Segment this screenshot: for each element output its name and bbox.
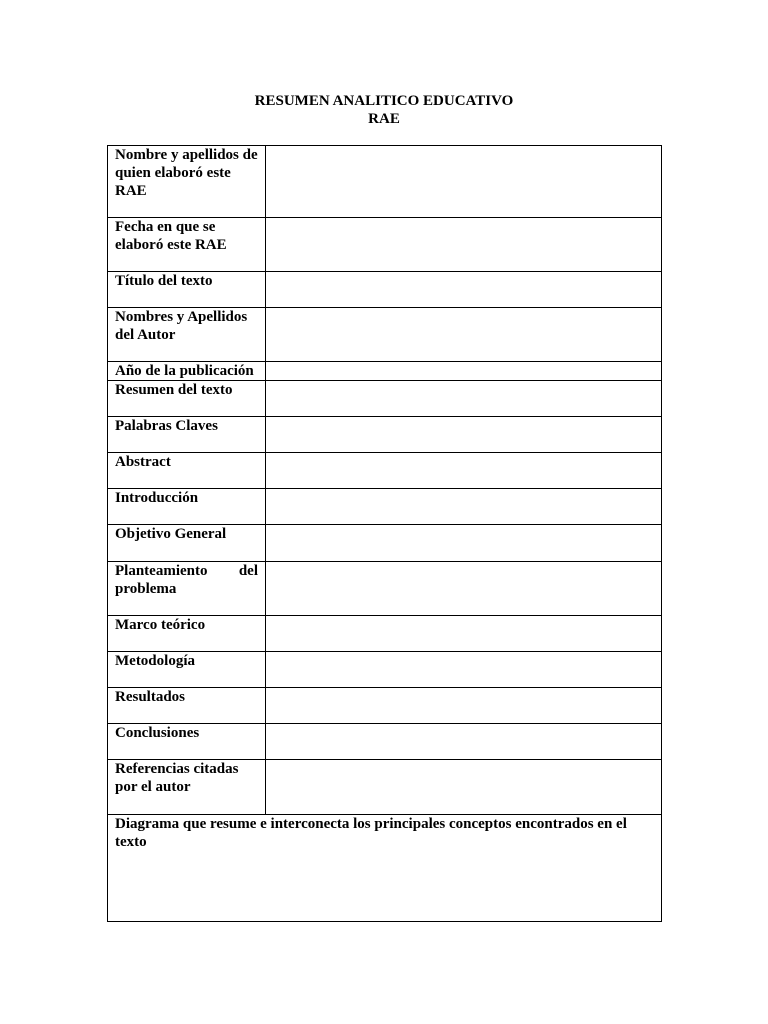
row-value-keywords[interactable]: [266, 417, 662, 453]
table-row: [108, 616, 662, 652]
row-label-date: Fecha en que se elaboró este RAE: [108, 218, 266, 272]
table-row: [108, 562, 662, 616]
row-label-title: Título del texto: [108, 272, 266, 308]
row-label-text-author: Nombres y Apellidos del Autor: [108, 308, 266, 362]
table-row: [108, 218, 662, 272]
row-value-introduction[interactable]: [266, 489, 662, 525]
row-value-title[interactable]: [266, 272, 662, 308]
diagram-cell[interactable]: Diagrama que resume e interconecta los principales conceptos encontrados en el texto: [108, 815, 662, 922]
row-value-methodology[interactable]: [266, 652, 662, 688]
table-row: [108, 724, 662, 760]
row-value-abstract[interactable]: [266, 453, 662, 489]
row-label-theoretical-framework: Marco teórico: [108, 616, 266, 652]
table-row: [108, 417, 662, 453]
table-row: [108, 815, 662, 922]
rae-form-table: [107, 145, 662, 922]
row-label-methodology: Metodología: [108, 652, 266, 688]
page-title-line-1: RESUMEN ANALITICO EDUCATIVO: [254, 93, 514, 109]
table-row: [108, 272, 662, 308]
row-label-conclusions: Conclusiones: [108, 724, 266, 760]
table-row: [108, 525, 662, 562]
row-label-introduction: Introducción: [108, 489, 266, 525]
row-label-problem-statement: Planteamiento del problema: [108, 562, 266, 616]
table-row: [108, 381, 662, 417]
table-row: [108, 146, 662, 218]
table-row: [108, 652, 662, 688]
row-label-author-of-rae: Nombre y apellidos de quien elaboró este RAE: [108, 146, 266, 218]
table-row: [108, 308, 662, 362]
table-row: [108, 688, 662, 724]
row-label-results: Resultados: [108, 688, 266, 724]
row-label-objective: Objetivo General: [108, 525, 266, 562]
table-row: [108, 489, 662, 525]
row-label-keywords: Palabras Claves: [108, 417, 266, 453]
table-row: [108, 453, 662, 489]
row-value-conclusions[interactable]: [266, 724, 662, 760]
row-value-year[interactable]: [266, 362, 662, 381]
row-value-text-author[interactable]: [266, 308, 662, 362]
table-row: [108, 362, 662, 381]
row-value-summary[interactable]: [266, 381, 662, 417]
row-value-author-of-rae[interactable]: [266, 146, 662, 218]
row-value-references[interactable]: [266, 760, 662, 815]
row-label-year: Año de la publicación: [108, 362, 266, 381]
row-value-results[interactable]: [266, 688, 662, 724]
row-value-problem-statement[interactable]: [266, 562, 662, 616]
table-row: [108, 760, 662, 815]
row-value-date[interactable]: [266, 218, 662, 272]
row-label-references: Referencias citadas por el autor: [108, 760, 266, 815]
row-label-abstract: Abstract: [108, 453, 266, 489]
row-value-objective[interactable]: [266, 525, 662, 562]
row-value-theoretical-framework[interactable]: [266, 616, 662, 652]
page-title-line-2: RAE: [368, 111, 400, 127]
page-title: [0, 92, 768, 128]
row-label-summary: Resumen del texto: [108, 381, 266, 417]
